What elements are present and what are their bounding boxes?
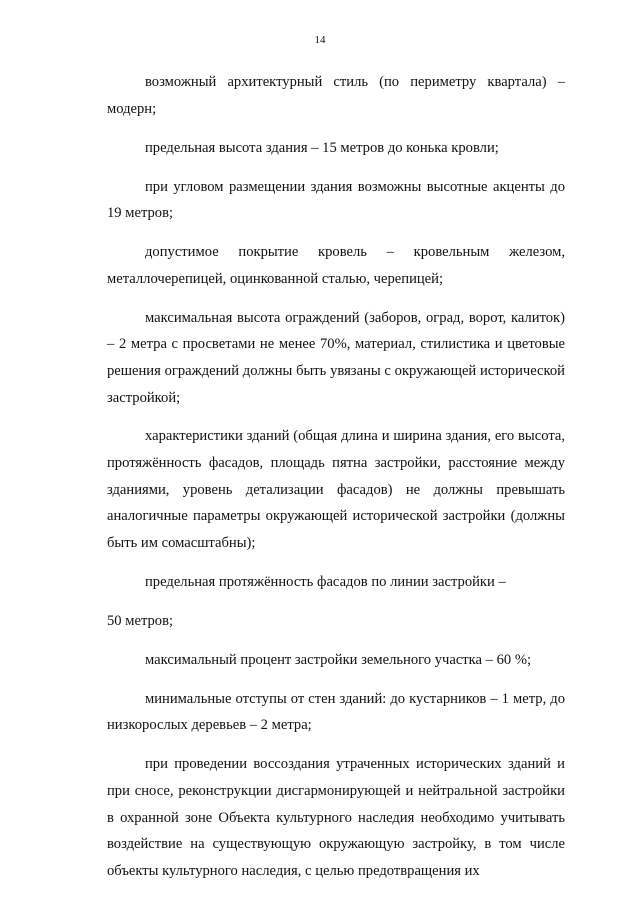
document-body [107,69,565,884]
paragraph-min-setbacks: минимальные отступы от стен зданий: до кустарников – 1 метр, до низкорослых деревьев – 2 метра; [107,690,565,734]
paragraph-build-percentage: максимальный процент застройки земельного участка – 60 %; [145,651,532,668]
paragraph-fence-height: максимальная высота ограждений (заборов, оград, ворот, калиток) – 2 метра с просветами не менее 70%, материал, стилистика и цветовые решения ограждений должны быть увязаны с окружающей исторической застройкой; [107,309,565,406]
paragraph-facade-length-value: 50 метров; [107,612,174,629]
paragraph-architectural-style: возможный архитектурный стиль (по периметру квартала) – модерн; [107,74,565,117]
paragraph-roof-covering: допустимое покрытие кровель – кровельным железом, металлочерепицей, оцинкованной сталью, черепицей; [107,244,565,287]
paragraph-corner-accents: при угловом размещении здания возможны высотные акценты до 19 метров; [107,178,565,222]
paragraph-reconstruction: при проведении воссоздания утраченных исторических зданий и при сносе, реконструкции дисгармонирующей и нейтральной застройки в охранной зоне Объекта культурного наследия необходимо учитывать воздействие на существующую окружающую застройку, в том числе объекты культурного наследия, с целью предотвращения их [107,756,565,879]
paragraph-building-characteristics: характеристики зданий (общая длина и ширина здания, его высота, протяжённость фасадов, площадь пятна застройки, расстояние между зданиями, уровень детализации фасадов) не должны превышать аналогичные параметры окружающей исторической застройки (должны быть им сомасштабны); [107,428,565,551]
paragraph-facade-length: предельная протяжённость фасадов по линии застройки – [145,573,506,590]
page-number: 14 [314,34,326,46]
paragraph-max-height: предельная высота здания – 15 метров до конька кровли; [145,139,499,156]
